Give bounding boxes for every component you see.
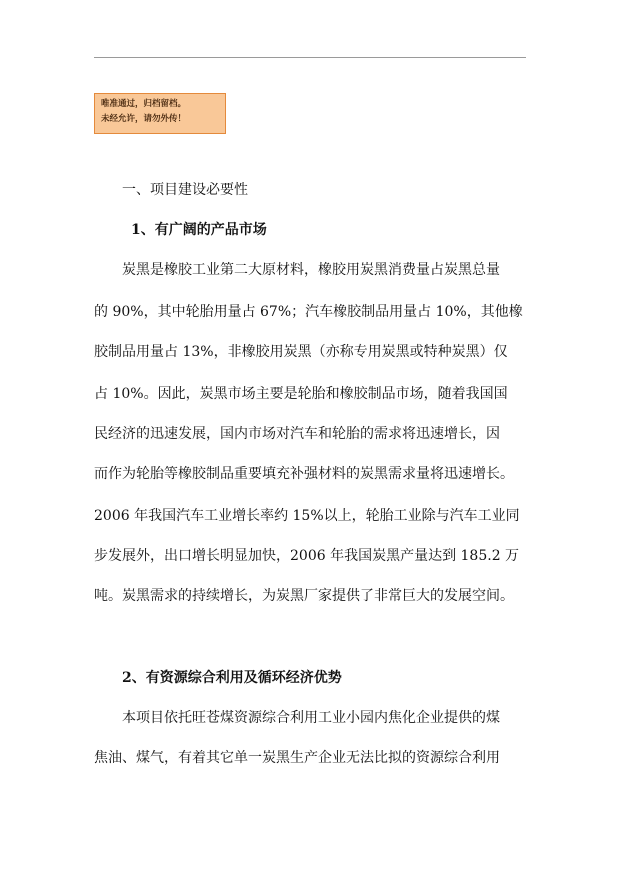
notice-stamp xyxy=(94,93,226,134)
paragraph-1-line: 吨。炭黑需求的持续增长，为炭黑厂家提供了非常巨大的发展空间。 xyxy=(94,588,514,604)
paragraph-1-line: 民经济的迅速发展，国内市场对汽车和轮胎的需求将迅速增长，因 xyxy=(94,426,500,442)
paragraph-1-line: 胶制品用量占 13%，非橡胶用炭黑（亦称专用炭黑或特种炭黑）仅 xyxy=(94,344,508,360)
paragraph-2-line: 焦油、煤气，有着其它单一炭黑生产企业无法比拟的资源综合利用 xyxy=(94,750,500,766)
paragraph-1-line: 的 90%，其中轮胎用量占 67%；汽车橡胶制品用量占 10%，其他橡 xyxy=(94,304,523,320)
subheading-1: 1、有广阔的产品市场 xyxy=(131,222,267,238)
subheading-2: 2、有资源综合利用及循环经济优势 xyxy=(122,670,342,686)
paragraph-1-line: 2006 年我国汽车工业增长率约 15%以上，轮胎工业除与汽车工业同 xyxy=(94,508,520,524)
header-rule xyxy=(94,57,526,58)
notice-line-1: 唯准通过，归档留档。 xyxy=(101,99,187,109)
paragraph-2-line: 本项目依托旺苍煤资源综合利用工业小园内焦化企业提供的煤 xyxy=(122,710,500,726)
paragraph-1-line: 而作为轮胎等橡胶制品重要填充补强材料的炭黑需求量将迅速增长。 xyxy=(94,466,514,482)
notice-line-2: 未经允许，请勿外传！ xyxy=(101,114,187,124)
paragraph-1-line: 占 10%。因此，炭黑市场主要是轮胎和橡胶制品市场，随着我国国 xyxy=(94,386,508,402)
section-heading: 一、项目建设必要性 xyxy=(122,182,248,198)
paragraph-1-line: 步发展外，出口增长明显加快，2006 年我国炭黑产量达到 185.2 万 xyxy=(94,548,520,564)
paragraph-1-line: 炭黑是橡胶工业第二大原材料，橡胶用炭黑消费量占炭黑总量 xyxy=(122,262,500,278)
